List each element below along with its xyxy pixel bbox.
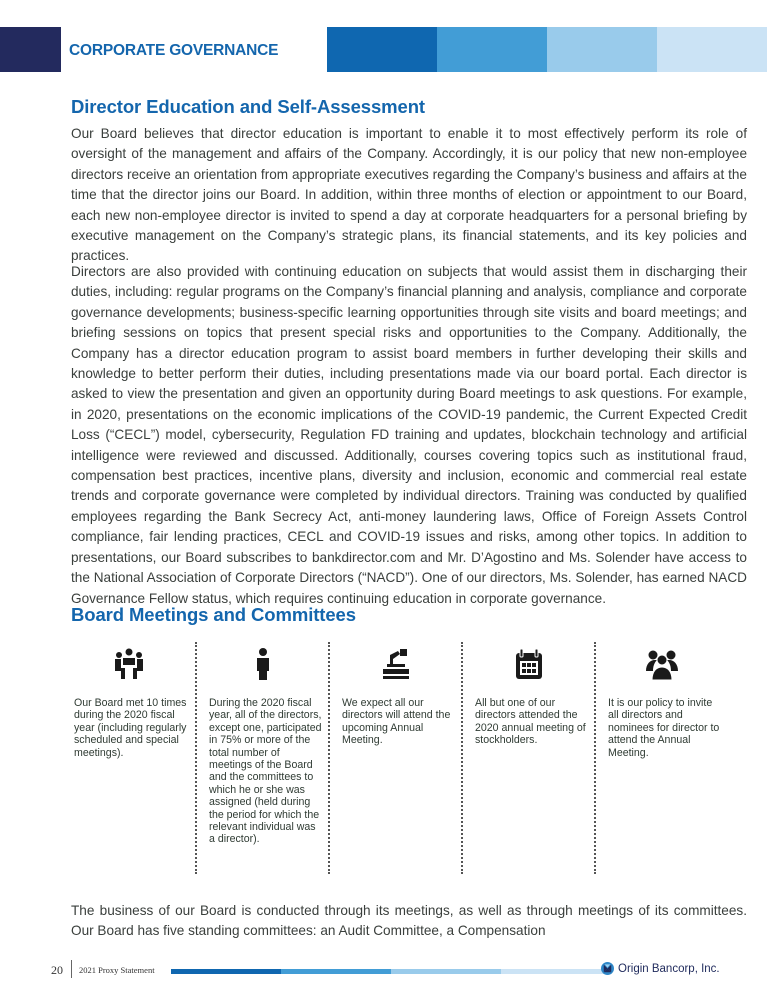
page-header xyxy=(0,27,768,72)
bar-segment xyxy=(171,969,281,974)
origin-logo-icon xyxy=(601,962,614,975)
section-title: CORPORATE GOVERNANCE xyxy=(69,42,279,59)
fact-text: We expect all our directors will attend the upcoming Annual Meeting. xyxy=(342,697,451,747)
fact-text: It is our policy to invite all directors and nominees for director to attend the Annual Meeting. xyxy=(608,697,720,759)
board-facts-row xyxy=(62,642,732,874)
page-number: 20 xyxy=(51,963,63,977)
paragraph-committees: The business of our Board is conducted through its meetings, as well as through meetings of its committees. Our Board has five standing committees: an Audit Committee, a Compensation xyxy=(71,903,747,939)
header-navy-block xyxy=(0,27,61,72)
header-color-blocks xyxy=(327,27,767,72)
fact-text: During the 2020 fiscal year, all of the directors, except one, participated in 75% or more of the total number of meetings of the Board and the committees to which he or she was assigned (held during the period for which the relevant individual was a director). xyxy=(209,697,322,846)
bar-segment xyxy=(501,969,611,974)
document-title: 2021 Proxy Statement xyxy=(79,965,155,975)
color-block xyxy=(657,27,767,72)
fact-text: Our Board met 10 times during the 2020 fiscal year (including regularly scheduled and special meetings). xyxy=(74,697,187,759)
heading-director-education: Director Education and Self-Assessment xyxy=(71,96,425,117)
company-name: Origin Bancorp, Inc. xyxy=(618,962,720,975)
heading-board-meetings: Board Meetings and Committees xyxy=(71,604,356,625)
ballot-box-icon xyxy=(379,647,413,681)
bar-segment xyxy=(391,969,501,974)
fact-stockholder-meeting xyxy=(461,642,594,874)
person-icon xyxy=(246,647,280,681)
fact-board-meetings xyxy=(62,642,195,874)
paragraph-continuing-education: Directors are also provided with continuing education on subjects that would assist them in discharging their duties, including: regular programs on the Company’s financial planning and analysis, compliance and corporate governance developments; business-specific learning opportunities through site visits and board meetings; and briefing sessions on topics that present special risks and opportunities to the Company. Additionally, the Company has a director education program to assist board members in further developing their skills and knowledge to better perform their duties, including presentations made via our board portal. Each director is asked to view the presentation and given an opportunity during Board meetings to ask questions. For example, in 2020, presentations on the economic implications of the COVID-19 pandemic, the Current Expected Credit Loss (“CECL”) model, cybersecurity, Regulation FD training and updates, blockchain technology and artificial intelligence were reviewed and discussed. Additionally, courses covering topics such as institutional fraud, compensation best practices, incentive plans, diversity and inclusion, economic and commercial real estate trends and corporate governance were completed by individual directors. Training was conducted by qualified employees regarding the Bank Secrecy Act, anti-money laundering laws, Office of Foreign Assets Control compliance, fair lending practices, CECL and COVID-19 issues and risks, among other topics. In addition to presentations, our Board subscribes to bankdirector.com and Mr. D’Agostino and Ms. Solender have access to the National Association of Corporate Directors (“NACD”). One of our directors, Ms. Solender, has earned NACD Governance Fellow status, which requires continuing education in corporate governance. xyxy=(71,264,747,606)
group-icon xyxy=(645,647,679,681)
company-logo xyxy=(601,962,720,975)
footer-divider xyxy=(71,960,72,978)
color-block xyxy=(437,27,547,72)
fact-annual-meeting-expectation xyxy=(328,642,461,874)
meeting-group-icon xyxy=(112,647,146,681)
color-block xyxy=(327,27,437,72)
bar-segment xyxy=(281,969,391,974)
fact-invitation-policy xyxy=(594,642,727,874)
calendar-icon xyxy=(512,647,546,681)
footer-color-bar xyxy=(171,969,611,974)
paragraph-orientation: Our Board believes that director education is important to enable it to most effectively perform its role of oversight of the management and affairs of the Company. Accordingly, it is our policy that new non-employee directors receive an orientation from appropriate executives regarding the Company’s business and affairs at the time that the director joins our Board. In addition, within three months of election or appointment to our Board, each new non-employee director is invited to spend a day at corporate headquarters for a personal briefing by executive management on the Company’s strategic plans, its financial statements, and its key policies and practices. xyxy=(71,126,747,264)
fact-attendance xyxy=(195,642,328,874)
color-block xyxy=(547,27,657,72)
page-footer xyxy=(0,960,768,984)
fact-text: All but one of our directors attended the 2020 annual meeting of stockholders. xyxy=(475,697,586,747)
